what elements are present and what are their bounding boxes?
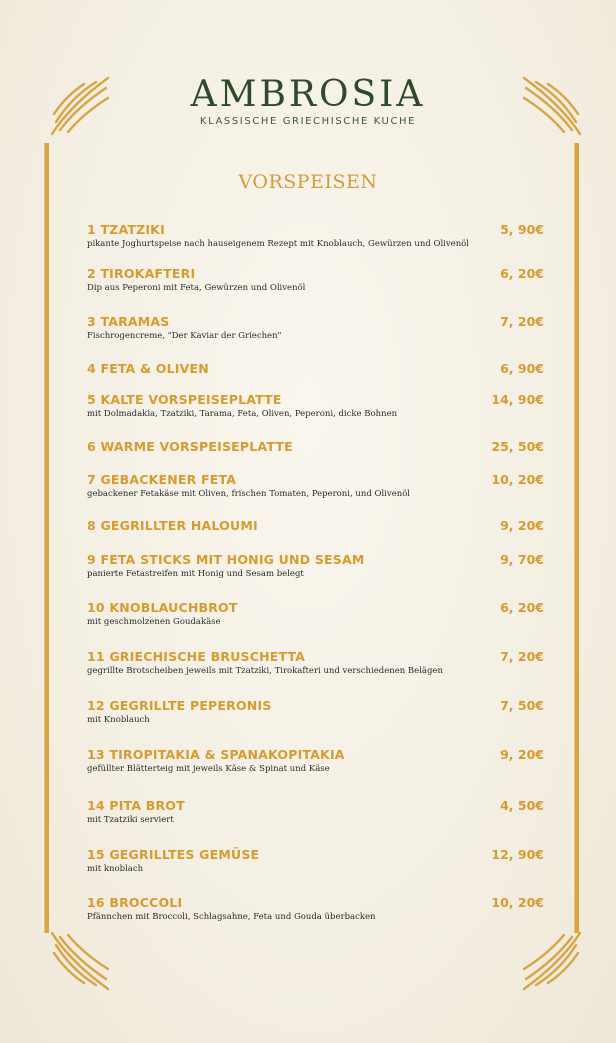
menu-item-price: 9, 20€ xyxy=(500,518,544,533)
menu-item xyxy=(87,798,544,825)
brand-name: AMBROSIA xyxy=(190,74,426,115)
menu-item-name: 9 FETA STICKS MIT HONIG UND SESAM xyxy=(87,552,365,567)
menu-item-price: 5, 90€ xyxy=(500,222,544,237)
menu-item-head xyxy=(87,472,544,487)
menu-item-description: gebackener Fetakäse mit Oliven, frischen Tomaten, Peperoni, und Olivenöl xyxy=(87,489,411,499)
menu-item-head xyxy=(87,747,544,762)
menu-item-description: gegrillte Brotscheiben jeweils mit Tzatziki, Tirokafteri und verschiedenen Belägen xyxy=(87,666,443,676)
menu-item-price: 9, 20€ xyxy=(500,747,544,762)
menu-item xyxy=(87,314,544,341)
menu-item-price: 4, 50€ xyxy=(500,798,544,813)
menu-item-price: 7, 20€ xyxy=(500,314,544,329)
menu-item-description: mit knoblach xyxy=(87,864,144,874)
section-title: VORSPEISEN xyxy=(238,171,378,193)
menu-item-name: 3 TARAMAS xyxy=(87,314,170,329)
menu-item-price: 6, 20€ xyxy=(500,266,544,281)
menu-item-description: mit Tzatziki serviert xyxy=(87,815,174,825)
menu-item-description: mit geschmolzenen Goudakäse xyxy=(87,617,221,627)
menu-item-head xyxy=(87,361,544,376)
menu-item xyxy=(87,600,544,627)
menu-item-price: 10, 20€ xyxy=(491,895,544,910)
menu-item-name: 1 TZATZIKI xyxy=(87,222,165,237)
menu-item-price: 6, 20€ xyxy=(500,600,544,615)
menu-item-name: 6 WARME VORSPEISEPLATTE xyxy=(87,439,293,454)
menu-item xyxy=(87,361,544,376)
menu-item-name: 5 KALTE VORSPEISEPLATTE xyxy=(87,392,282,407)
menu-item-name: 16 BROCCOLI xyxy=(87,895,183,910)
menu-item-head xyxy=(87,392,544,407)
menu-item-price: 10, 20€ xyxy=(491,472,544,487)
menu-item-price: 25, 50€ xyxy=(491,439,544,454)
menu-item-head xyxy=(87,698,544,713)
menu-item-description: Dip aus Peperoni mit Feta, Gewürzen und Olivenöl xyxy=(87,283,306,293)
menu-item-price: 9, 70€ xyxy=(500,552,544,567)
menu-item-head xyxy=(87,798,544,813)
menu-item-head xyxy=(87,600,544,615)
menu-item-head xyxy=(87,649,544,664)
menu-item-head xyxy=(87,314,544,329)
menu-item-description: mit Dolmadakia, Tzatziki, Tarama, Feta, Oliven, Peperoni, dicke Bohnen xyxy=(87,409,398,419)
menu-item-description: Pfännchen mit Broccoli, Schlagsahne, Feta und Gouda überbacken xyxy=(87,912,376,922)
menu-item-name: 2 TIROKAFTERI xyxy=(87,266,196,281)
brand-subtitle: KLASSISCHE GRIECHISCHE KUCHE xyxy=(199,116,417,127)
brand-header xyxy=(0,76,616,127)
menu-item-name: 14 PITA BROT xyxy=(87,798,185,813)
menu-item-price: 7, 50€ xyxy=(500,698,544,713)
menu-item-name: 13 TIROPITAKIA & SPANAKOPITAKIA xyxy=(87,747,345,762)
menu-item xyxy=(87,518,544,533)
menu-item-price: 7, 20€ xyxy=(500,649,544,664)
menu-item-name: 12 GEGRILLTE PEPERONIS xyxy=(87,698,272,713)
menu-item-name: 7 GEBACKENER FETA xyxy=(87,472,237,487)
menu-item xyxy=(87,439,544,454)
left-border-bar xyxy=(44,143,49,933)
corner-ornament-icon xyxy=(46,925,116,995)
menu-item xyxy=(87,222,544,249)
menu-item-description: Fischrogencreme, "Der Kaviar der Griechen" xyxy=(87,331,282,341)
menu-item-description: panierte Fetastreifen mit Honig und Sesam belegt xyxy=(87,569,304,579)
menu-item-price: 12, 90€ xyxy=(491,847,544,862)
menu-item xyxy=(87,392,544,419)
menu-item-head xyxy=(87,439,544,454)
menu-item-name: 4 FETA & OLIVEN xyxy=(87,361,209,376)
menu-item-head xyxy=(87,518,544,533)
menu-item-name: 11 GRIECHISCHE BRUSCHETTA xyxy=(87,649,306,664)
menu-item xyxy=(87,472,544,499)
menu-item-price: 6, 90€ xyxy=(500,361,544,376)
menu-item-head xyxy=(87,222,544,237)
menu-item xyxy=(87,847,544,874)
menu-item xyxy=(87,649,544,676)
right-border-bar xyxy=(574,143,579,933)
menu-item-head xyxy=(87,847,544,862)
menu-item-head xyxy=(87,552,544,567)
menu-item-name: 15 GEGRILLTES GEMÜSE xyxy=(87,847,260,862)
menu-item-price: 14, 90€ xyxy=(491,392,544,407)
menu-item-head xyxy=(87,266,544,281)
corner-ornament-icon xyxy=(516,925,586,995)
menu-item xyxy=(87,747,544,774)
menu-item xyxy=(87,552,544,579)
menu-item-description: pikante Joghurtspeise nach hauseigenem Rezept mit Knoblauch, Gewürzen und Olivenöl xyxy=(87,239,470,249)
menu-item xyxy=(87,266,544,293)
menu-item-description: gefüllter Blätterteig mit jeweils Käse & Spinat und Käse xyxy=(87,764,330,774)
menu-item xyxy=(87,895,544,922)
menu-item-head xyxy=(87,895,544,910)
menu-item-name: 8 GEGRILLTER HALOUMI xyxy=(87,518,258,533)
menu-item-description: mit Knoblauch xyxy=(87,715,150,725)
menu-item xyxy=(87,698,544,725)
menu-item-name: 10 KNOBLAUCHBROT xyxy=(87,600,238,615)
